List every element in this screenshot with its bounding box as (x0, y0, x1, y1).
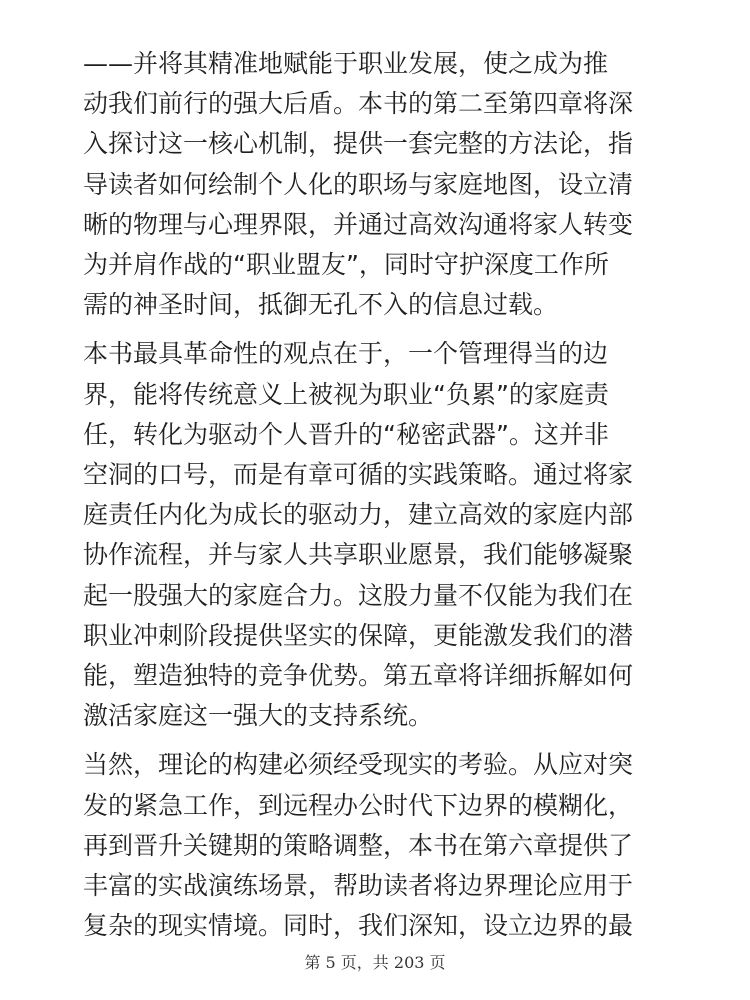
text-line: 当然，理论的构建必须经受现实的考验。从应对突 (83, 750, 634, 780)
text-line: 再到晋升关键期的策略调整，本书在第六章提供了 (83, 830, 634, 860)
body-text (83, 44, 673, 955)
text-line: 需的神圣时间，抵御无孔不入的信息过载。 (83, 290, 559, 320)
text-line: 激活家庭这一强大的支持系统。 (83, 701, 434, 731)
text-line: 庭责任内化为成长的驱动力，建立高效的家庭内部 (83, 500, 634, 530)
text-line: 界，能将传统意义上被视为职业“负累”的家庭责 (83, 379, 609, 409)
text-line: 发的紧急工作，到远程办公时代下边界的模糊化， (83, 790, 634, 820)
text-line: 为并肩作战的“职业盟友”，同时守护深度工作所 (83, 250, 609, 280)
text-line: 协作流程，并与家人共享职业愿景，我们能够凝聚 (83, 540, 634, 570)
paragraph-1 (83, 44, 673, 325)
text-line: 职业冲刺阶段提供坚实的保障，更能激发我们的潜 (83, 620, 634, 650)
text-line: 复杂的现实情境。同时，我们深知，设立边界的最 (83, 911, 634, 941)
text-line: 起一股强大的家庭合力。这股力量不仅能为我们在 (83, 580, 634, 610)
paragraph-3 (83, 745, 673, 946)
paragraph-2 (83, 334, 673, 736)
text-line: 晰的物理与心理界限，并通过高效沟通将家人转变 (83, 209, 634, 239)
text-line: 导读者如何绘制个人化的职场与家庭地图，设立清 (83, 169, 634, 199)
text-line: 任，转化为驱动个人晋升的“秘密武器”。这并非 (83, 419, 609, 449)
page-number-footer: 第 5 页，共 203 页 (304, 953, 446, 972)
text-line: 动我们前行的强大后盾。本书的第二至第四章将深 (83, 89, 634, 119)
text-line: ——并将其精准地赋能于职业发展，使之成为推 (83, 49, 609, 78)
text-line: 丰富的实战演练场景，帮助读者将边界理论应用于 (83, 871, 634, 901)
text-line: 空洞的口号，而是有章可循的实践策略。通过将家 (83, 460, 634, 490)
text-line: 本书最具革命性的观点在于，一个管理得当的边 (83, 339, 609, 369)
text-line: 入探讨这一核心机制，提供一套完整的方法论，指 (83, 129, 634, 159)
text-line: 能，塑造独特的竞争优势。第五章将详细拆解如何 (83, 661, 634, 691)
